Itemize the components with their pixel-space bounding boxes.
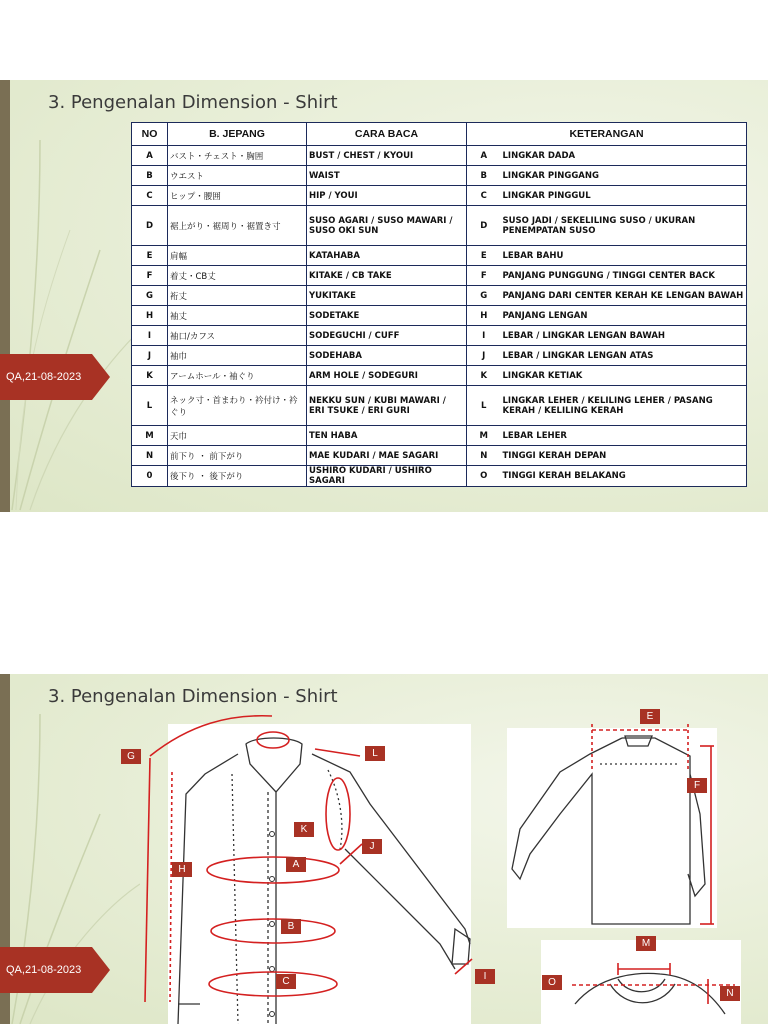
cell-code: M	[467, 426, 501, 446]
header-cara-baca: CARA BACA	[307, 123, 467, 146]
cell-keterangan: PANJANG PUNGGUNG / TINGGI CENTER BACK	[501, 266, 747, 286]
cell-keterangan: LEBAR LEHER	[501, 426, 747, 446]
cell-cara-baca: SODETAKE	[307, 306, 467, 326]
callout-n: N	[720, 986, 740, 1001]
table-row	[132, 146, 747, 166]
cell-code: E	[467, 246, 501, 266]
cell-b-jepang: 着丈・CB丈	[168, 266, 307, 286]
callout-m: M	[636, 936, 656, 951]
cell-code: B	[467, 166, 501, 186]
cell-code: G	[467, 286, 501, 306]
cell-no: E	[132, 246, 168, 266]
shirt-sketches	[0, 674, 768, 1024]
cell-no: C	[132, 186, 168, 206]
callout-h: H	[172, 862, 192, 877]
date-tag-text: QA,21-08-2023	[6, 964, 82, 976]
cell-no: A	[132, 146, 168, 166]
table-row	[132, 166, 747, 186]
cell-keterangan: SUSO JADI / SEKELILING SUSO / UKURAN PENEMPATAN SUSO	[501, 206, 747, 246]
header-keterangan: KETERANGAN	[467, 123, 747, 146]
cell-code: J	[467, 346, 501, 366]
date-tag-text: QA,21-08-2023	[6, 371, 82, 383]
cell-cara-baca: SUSO AGARI / SUSO MAWARI / SUSO OKI SUN	[307, 206, 467, 246]
cell-code: A	[467, 146, 501, 166]
callout-l: L	[365, 746, 385, 761]
date-tag	[0, 354, 110, 400]
table-row	[132, 346, 747, 366]
back-measurement-lines	[592, 724, 714, 924]
cell-b-jepang: 袖丈	[168, 306, 307, 326]
slide-title: 3. Pengenalan Dimension - Shirt	[48, 92, 338, 113]
slide-title: 3. Pengenalan Dimension - Shirt	[48, 686, 338, 707]
table-row	[132, 386, 747, 426]
callout-a: A	[286, 857, 306, 872]
callout-j: J	[362, 839, 382, 854]
cell-code: N	[467, 446, 501, 466]
cell-no: F	[132, 266, 168, 286]
decorative-curves	[0, 80, 140, 512]
cell-cara-baca: YUKITAKE	[307, 286, 467, 306]
cell-b-jepang: 裄丈	[168, 286, 307, 306]
cell-keterangan: LINGKAR LEHER / KELILING LEHER / PASANG KERAH / KELILING KERAH	[501, 386, 747, 426]
cell-keterangan: LINGKAR KETIAK	[501, 366, 747, 386]
collar-outline	[575, 973, 725, 1014]
cell-code: D	[467, 206, 501, 246]
cell-b-jepang: バスト・チェスト・胸囲	[168, 146, 307, 166]
cell-no: L	[132, 386, 168, 426]
cell-no: H	[132, 306, 168, 326]
cell-cara-baca: SODEGUCHI / CUFF	[307, 326, 467, 346]
table-row	[132, 246, 747, 266]
callout-b: B	[281, 919, 301, 934]
cell-keterangan: TINGGI KERAH BELAKANG	[501, 466, 747, 487]
cell-cara-baca: BUST / CHEST / KYOUI	[307, 146, 467, 166]
callout-o: O	[542, 975, 562, 990]
cell-code: K	[467, 366, 501, 386]
cell-no: K	[132, 366, 168, 386]
cell-cara-baca: TEN HABA	[307, 426, 467, 446]
cell-keterangan: LEBAR / LINGKAR LENGAN BAWAH	[501, 326, 747, 346]
cell-b-jepang: 天巾	[168, 426, 307, 446]
cell-b-jepang: ネック寸・首まわり・衿付け・衿ぐり	[168, 386, 307, 426]
cell-b-jepang: 袖口/カフス	[168, 326, 307, 346]
table-row	[132, 446, 747, 466]
cell-code: C	[467, 186, 501, 206]
callout-f: F	[687, 778, 707, 793]
header-b-jepang: B. JEPANG	[168, 123, 307, 146]
cell-cara-baca: MAE KUDARI / MAE SAGARI	[307, 446, 467, 466]
callout-g: G	[121, 749, 141, 764]
table-row	[132, 306, 747, 326]
slide-dimension-table	[0, 80, 768, 512]
cell-no: 0	[132, 466, 168, 487]
cell-keterangan: TINGGI KERAH DEPAN	[501, 446, 747, 466]
cell-keterangan: LEBAR / LINGKAR LENGAN ATAS	[501, 346, 747, 366]
cell-b-jepang: 袖巾	[168, 346, 307, 366]
cell-keterangan: LINGKAR DADA	[501, 146, 747, 166]
table-row	[132, 466, 747, 487]
cell-keterangan: PANJANG DARI CENTER KERAH KE LENGAN BAWAH	[501, 286, 747, 306]
table-row	[132, 266, 747, 286]
table-row	[132, 286, 747, 306]
table-row	[132, 206, 747, 246]
cell-b-jepang: 裾上がり・裾周り・裾置き寸	[168, 206, 307, 246]
cell-cara-baca: KITAKE / CB TAKE	[307, 266, 467, 286]
cell-b-jepang: 肩幅	[168, 246, 307, 266]
cell-keterangan: PANJANG LENGAN	[501, 306, 747, 326]
back-shirt-outline	[512, 736, 705, 924]
cell-keterangan: LINGKAR PINGGUL	[501, 186, 747, 206]
cell-cara-baca: SODEHABA	[307, 346, 467, 366]
cell-no: I	[132, 326, 168, 346]
cell-code: F	[467, 266, 501, 286]
cell-no: B	[132, 166, 168, 186]
cell-cara-baca: KATAHABA	[307, 246, 467, 266]
callout-k: K	[294, 822, 314, 837]
front-measurement-lines	[145, 716, 472, 1002]
table-row	[132, 426, 747, 446]
cell-cara-baca: HIP / YOUI	[307, 186, 467, 206]
cell-no: N	[132, 446, 168, 466]
collar-measurement-lines	[572, 963, 735, 1004]
cell-b-jepang: ヒップ・腰囲	[168, 186, 307, 206]
cell-cara-baca: USHIRO KUDARI / USHIRO SAGARI	[307, 466, 467, 487]
cell-no: J	[132, 346, 168, 366]
cell-code: I	[467, 326, 501, 346]
callout-i: I	[475, 969, 495, 984]
cell-b-jepang: 後下り ・ 後下がり	[168, 466, 307, 487]
cell-cara-baca: NEKKU SUN / KUBI MAWARI / ERI TSUKE / ERI GURI	[307, 386, 467, 426]
cell-keterangan: LEBAR BAHU	[501, 246, 747, 266]
cell-code: O	[467, 466, 501, 487]
table-row	[132, 186, 747, 206]
cell-code: L	[467, 386, 501, 426]
cell-cara-baca: WAIST	[307, 166, 467, 186]
cell-no: D	[132, 206, 168, 246]
table-row	[132, 326, 747, 346]
table-header-row	[132, 123, 747, 146]
cell-b-jepang: アームホール・袖ぐり	[168, 366, 307, 386]
cell-keterangan: LINGKAR PINGGANG	[501, 166, 747, 186]
cell-code: H	[467, 306, 501, 326]
cell-no: M	[132, 426, 168, 446]
table-row	[132, 366, 747, 386]
cell-b-jepang: 前下り ・ 前下がり	[168, 446, 307, 466]
cell-no: G	[132, 286, 168, 306]
front-shirt-outline	[178, 738, 470, 1024]
callout-e: E	[640, 709, 660, 724]
cell-cara-baca: ARM HOLE / SODEGURI	[307, 366, 467, 386]
cell-b-jepang: ウエスト	[168, 166, 307, 186]
slide-dimension-sketch	[0, 674, 768, 1024]
callout-c: C	[276, 974, 296, 989]
header-no: NO	[132, 123, 168, 146]
dimension-table	[131, 122, 747, 487]
